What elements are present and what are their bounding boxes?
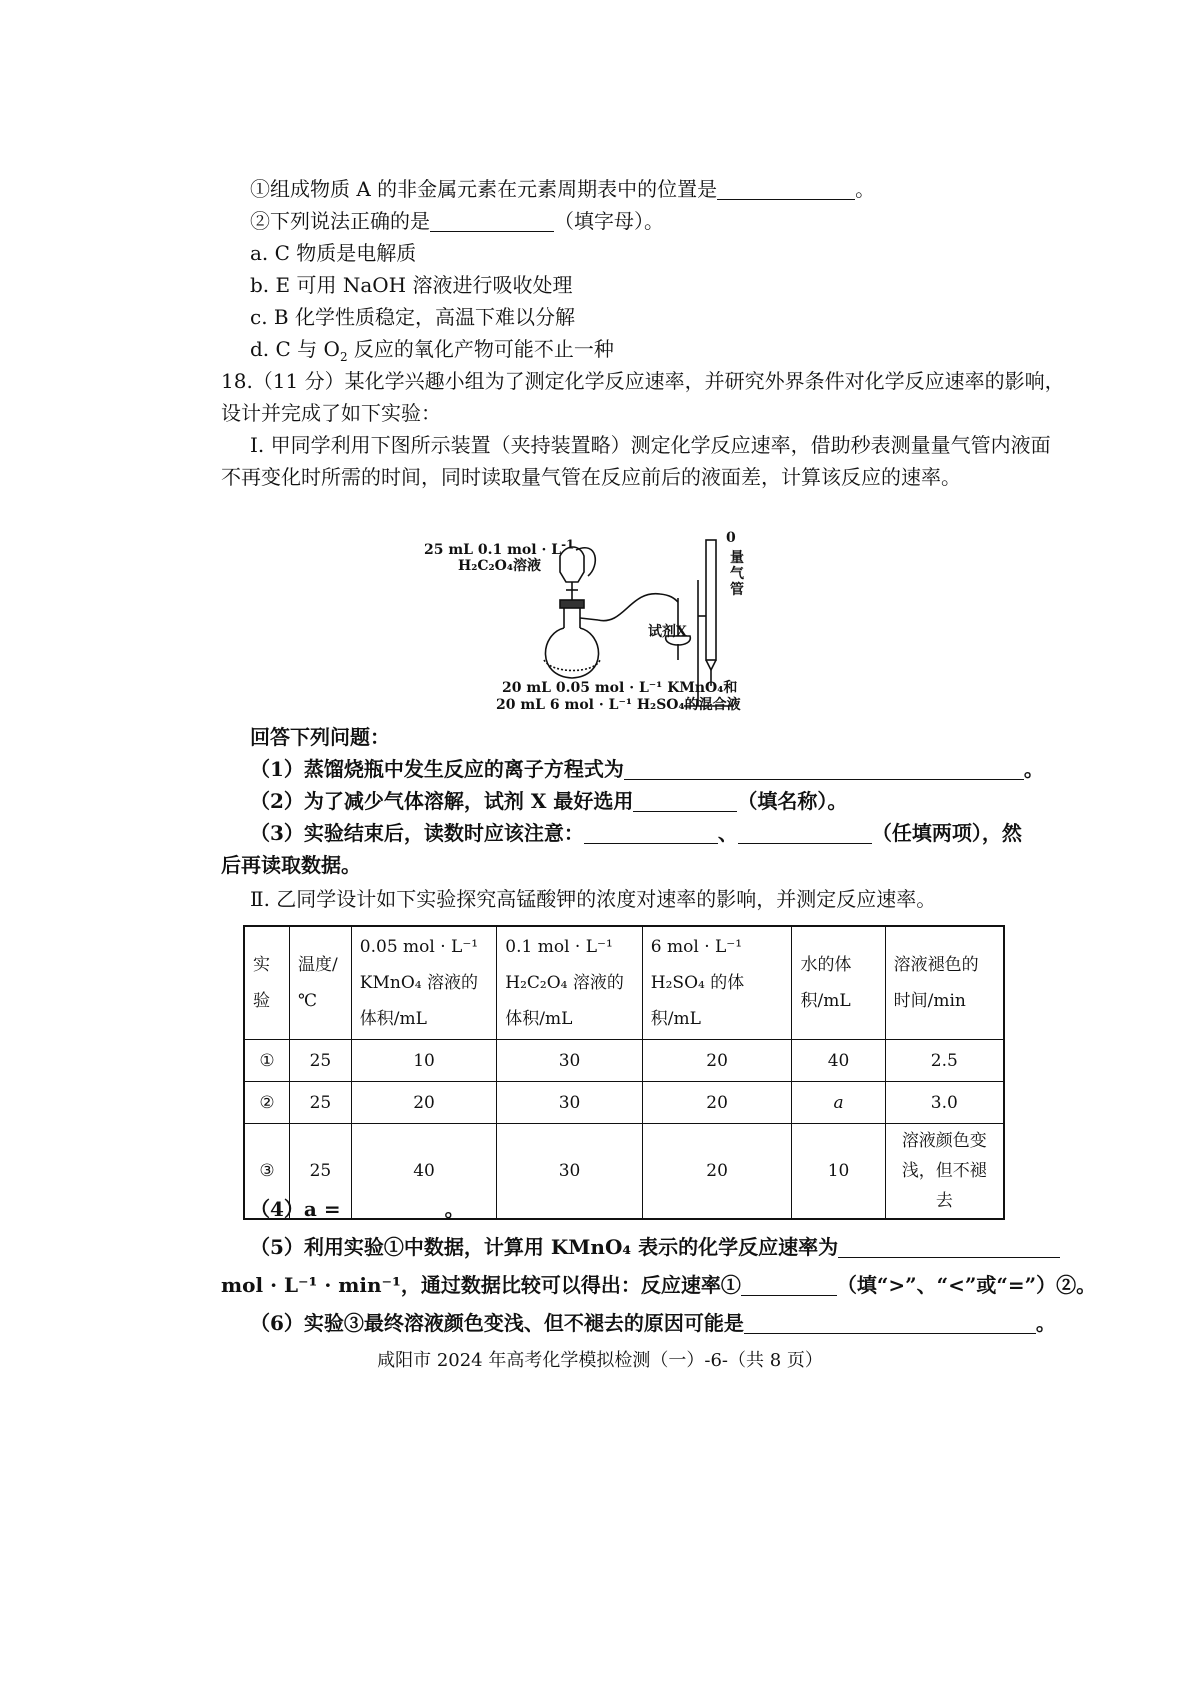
answer-blank[interactable] [341,1199,445,1220]
table-cell: a [792,1082,885,1124]
table-cell: 25 [290,1040,352,1082]
q18-sub5-line2: mol · L⁻¹ · min⁻¹，通过数据比较可以得出：反应速率① （填“>”、“<”或“=”）②。 [221,1273,1097,1297]
q18-sub3: （3）实验结束后，读数时应该注意： 、 （任填两项），然 [250,821,1022,845]
stopper [560,600,584,608]
reagent-x-label: 试剂X [648,624,687,640]
table-row [244,1040,1004,1082]
table-header-row [244,926,1004,1040]
table-cell: 25 [290,1082,352,1124]
header-cell: 温度/℃ [290,926,352,1040]
answer-blank[interactable] [633,791,737,812]
apparatus-figure [424,530,768,714]
table-cell: 40 [792,1040,885,1082]
header-cell: 水的体积/mL [792,926,885,1040]
q18-sub6: （6）实验③最终溶液颜色变浅、但不褪去的原因可能是 。 [250,1311,1056,1335]
page-footer: 咸阳市 2024 年高考化学模拟检测（一）-6-（共 8 页） [377,1350,823,1371]
header-cell: 0.05 mol · L⁻¹ KMnO₄ 溶液的体积/mL [351,926,497,1040]
table-cell: ② [244,1082,290,1124]
header-cell: 0.1 mol · L⁻¹ H₂C₂O₄ 溶液的体积/mL [497,926,643,1040]
table-cell: 25 [290,1124,352,1220]
table-cell: 10 [351,1040,497,1082]
table-row [244,1082,1004,1124]
table-cell: 20 [351,1082,497,1124]
table-cell: 20 [642,1040,792,1082]
answer-blank[interactable] [430,211,554,232]
header-cell: 6 mol · L⁻¹ H₂SO₄ 的体积/mL [642,926,792,1040]
funnel-label: 25 mL 0.1 mol · $L^{-1}$ [424,537,575,558]
flask-label-line1: 20 mL 0.05 mol · L⁻¹ KMnO₄和 [502,680,738,696]
table-cell: ③ [244,1124,290,1220]
q18-sub4: （4）a = 。 [250,1197,465,1221]
rubber-tubing [598,594,678,621]
table-cell: 20 [642,1082,792,1124]
burette-zero-label: 0 [726,530,736,546]
q18-intro-line1: 18.（11 分）某化学兴趣小组为了测定化学反应速率，并研究外界条件对化学反应速率的影响， [221,369,1065,393]
answer-blank[interactable] [624,759,1024,780]
q18-intro-line2: 设计并完成了如下实验： [221,401,441,425]
table-cell: 30 [497,1124,643,1220]
q17-sub1: ①组成物质 A 的非金属元素在元素周期表中的位置是 。 [250,177,876,201]
answer-blank[interactable] [584,823,718,844]
q18-answer-prompt: 回答下列问题： [250,725,390,749]
distilling-flask [545,628,598,678]
gas-burette [706,540,716,660]
table-cell: 20 [642,1124,792,1220]
table-cell: 40 [351,1124,497,1220]
experiment-table [243,925,1005,1220]
funnel-solution-label: H₂C₂O₄溶液 [458,558,541,574]
burette-label-1: 量 [730,550,744,566]
q18-part1-line2: 不再变化时所需的时间，同时读取量气管在反应前后的液面差，计算该反应的速率。 [221,465,961,489]
q18-part1-line1: Ⅰ. 甲同学利用下图所示装置（夹持装置略）测定化学反应速率，借助秒表测量量气管内液面 [250,433,1051,457]
flask-label-line2: 20 mL 6 mol · L⁻¹ H₂SO₄的混合液 [496,697,741,713]
answer-blank[interactable] [744,1313,1036,1334]
table-cell: 30 [497,1082,643,1124]
q17-option-b: b. E 可用 NaOH 溶液进行吸收处理 [250,273,573,297]
table-cell: 溶液颜色变浅，但不褪去 [885,1124,1004,1220]
q17-option-a: a. C 物质是电解质 [250,241,417,265]
burette-label-3: 管 [730,582,744,598]
q17-option-d: d. C 与 $O_2$ 反应的氧化产物可能不止一种 [250,337,614,364]
header-cell: 溶液褪色的时间/min [885,926,1004,1040]
q18-sub1: （1）蒸馏烧瓶中发生反应的离子方程式为 。 [250,757,1044,781]
answer-blank[interactable] [717,179,855,200]
table-cell: 2.5 [885,1040,1004,1082]
answer-blank[interactable] [741,1275,837,1296]
q18-sub3-line2: 后再读取数据。 [221,853,361,877]
q18-sub5: （5）利用实验①中数据，计算用 KMnO₄ 表示的化学反应速率为 [250,1234,1055,1260]
q17-option-c: c. B 化学性质稳定，高温下难以分解 [250,305,575,329]
header-cell: 实验 [244,926,290,1040]
burette-label-2: 气 [730,566,744,582]
q17-sub2: ②下列说法正确的是 （填字母）。 [250,209,664,233]
table-cell: 10 [792,1124,885,1220]
q18-part2: Ⅱ. 乙同学设计如下实验探究高锰酸钾的浓度对速率的影响，并测定反应速率。 [250,887,937,911]
q18-sub2: （2）为了减少气体溶解，试剂 X 最好选用 （填名称）。 [250,789,848,813]
table-cell: ① [244,1040,290,1082]
table-cell: 30 [497,1040,643,1082]
answer-blank[interactable] [738,823,872,844]
answer-blank[interactable] [838,1237,1060,1258]
table-cell: 3.0 [885,1082,1004,1124]
